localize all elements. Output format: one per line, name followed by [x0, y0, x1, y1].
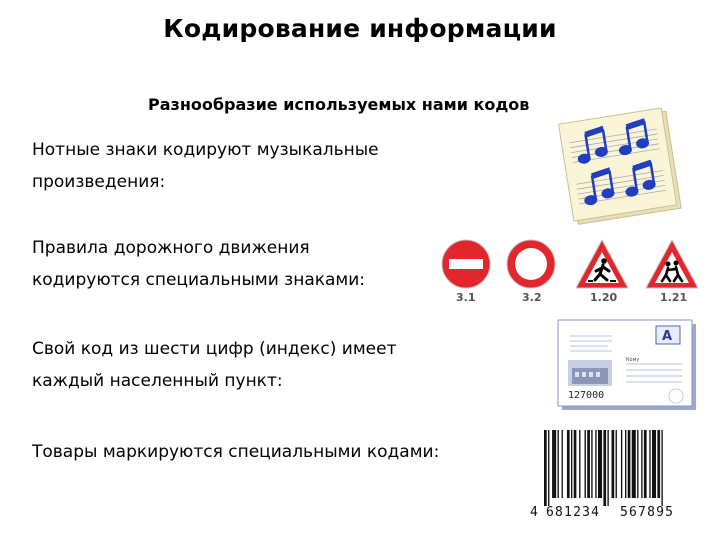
- sheet-music-image: [556, 105, 686, 230]
- paragraph-line: Свой код из шести цифр (индекс) имеет: [32, 339, 397, 359]
- barcode-bar: [628, 430, 631, 498]
- barcode-bar: [571, 430, 572, 498]
- barcode-first-digit: 4: [530, 505, 538, 520]
- sign-code-label: 3.1: [456, 291, 476, 304]
- barcode-right-digits: 567895: [620, 505, 675, 520]
- barcode-bar: [612, 430, 615, 498]
- no-traffic-sign-icon: [507, 240, 555, 288]
- barcode-bar: [637, 430, 638, 498]
- barcode-bar: [585, 430, 586, 498]
- barcode-bar: [644, 430, 647, 498]
- barcode-bar: [595, 430, 596, 498]
- paragraph-postal: [32, 333, 396, 397]
- barcode-bar: [616, 430, 617, 498]
- sign-code-label: 1.21: [660, 291, 688, 304]
- barcode-bar: [587, 430, 590, 498]
- barcode-bar: [598, 430, 602, 498]
- barcode-bar: [579, 430, 580, 498]
- barcode-bar: [548, 430, 549, 506]
- paragraph-line: Правила дорожного движения: [32, 238, 310, 258]
- road-signs: [440, 238, 710, 308]
- barcode-bar: [558, 430, 559, 498]
- barcode-image: [530, 428, 698, 520]
- sign-code-label: 3.2: [522, 291, 542, 304]
- barcode-bar: [603, 430, 606, 506]
- barcode-bar: [567, 430, 570, 498]
- paragraph-line: произведения:: [32, 172, 166, 192]
- envelope-image: [556, 318, 700, 413]
- pedestrian-crossing-sign-icon: [576, 240, 628, 288]
- stamp-letter: А: [662, 329, 673, 344]
- paragraph-line: каждый населенный пункт:: [32, 371, 283, 391]
- paragraph-road: [32, 232, 365, 296]
- barcode-bar: [632, 430, 636, 498]
- children-crossing-sign-icon: [646, 240, 698, 288]
- barcode-bar: [574, 430, 577, 498]
- paragraph-line: Нотные знаки кодируют музыкальные: [32, 140, 379, 160]
- barcode-bar: [649, 430, 650, 498]
- paragraph-line: кодируются специальными знаками:: [32, 270, 366, 290]
- barcode-bar: [591, 430, 592, 498]
- barcode-bar: [621, 430, 622, 498]
- paragraph-goods: [32, 436, 439, 468]
- barcode-bar: [652, 430, 656, 498]
- no-entry-sign-icon: [442, 240, 490, 288]
- barcode-bar: [607, 430, 608, 506]
- barcode-left-digits: 681234: [546, 505, 601, 520]
- slide-subtitle: Разнообразие используемых нами кодов: [148, 95, 530, 114]
- road-signs-image: [440, 238, 710, 308]
- barcode-bar: [661, 430, 662, 506]
- paragraph-line: Товары маркируются специальными кодами:: [32, 442, 440, 462]
- barcode: [530, 428, 698, 520]
- paragraph-notes: [32, 134, 379, 198]
- barcode-bar: [657, 430, 660, 498]
- barcode-bar: [641, 430, 642, 498]
- envelope-to-label: Кому: [626, 357, 640, 363]
- sign-code-label: 1.20: [590, 291, 618, 304]
- barcode-bar: [562, 430, 563, 498]
- barcode-bar: [544, 430, 547, 506]
- postal-index: 127000: [568, 390, 605, 401]
- slide-title: Кодирование информации: [163, 14, 557, 43]
- barcode-bar: [625, 430, 626, 498]
- barcode-bar: [552, 430, 556, 498]
